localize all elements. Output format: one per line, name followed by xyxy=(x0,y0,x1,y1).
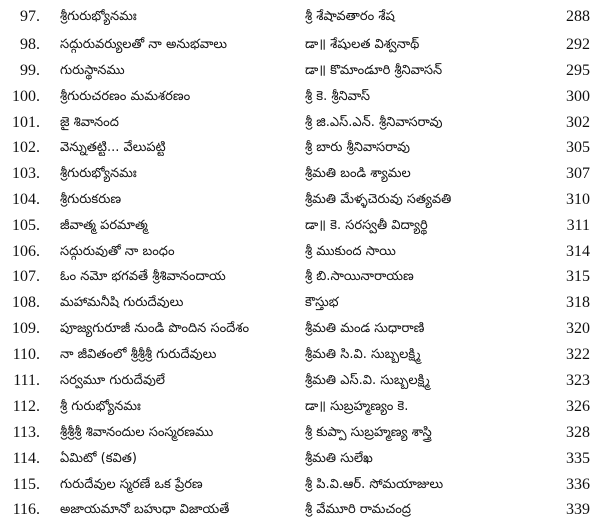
entry-page: 322 xyxy=(566,346,590,363)
entry-author: శ్రీమతి మేళ్ళచెరువు సత్యవతి xyxy=(305,192,452,207)
toc-entry xyxy=(0,135,600,161)
toc-entry xyxy=(0,264,600,290)
entry-author: శ్రీమతి బండి శ్యామల xyxy=(305,166,411,181)
toc-entry xyxy=(0,187,600,213)
entry-page: 328 xyxy=(566,424,590,441)
entry-page: 300 xyxy=(566,88,590,105)
entry-number: 103. xyxy=(12,165,40,182)
entry-title: ఓం నమో భగవతే శ్రీశివానందాయ xyxy=(60,269,226,284)
entry-number: 106. xyxy=(12,243,40,260)
entry-author: శ్రీ కె. శ్రీనివాస్ xyxy=(305,89,370,104)
entry-number: 99. xyxy=(20,62,40,79)
entry-number: 107. xyxy=(12,268,40,285)
entry-title: శ్రీగురుకరుణ xyxy=(60,192,122,207)
entry-author: శ్రీ వేమూరి రామచంద్ర xyxy=(305,502,411,517)
entry-title: గురుస్థానము xyxy=(60,63,125,78)
entry-page: 320 xyxy=(566,320,590,337)
entry-title: శ్రీ గురుభ్యోనమః xyxy=(60,399,141,414)
entry-page: 315 xyxy=(566,268,590,285)
entry-author: శ్రీమతి సి.వి. సుబ్బలక్ష్మి xyxy=(305,347,421,362)
toc-entry xyxy=(0,58,600,84)
toc-entry xyxy=(0,472,600,498)
toc-entry xyxy=(0,161,600,187)
entry-number: 108. xyxy=(12,294,40,311)
entry-title: సద్గురువుతో నా బంధం xyxy=(60,244,175,259)
entry-number: 101. xyxy=(12,114,40,131)
entry-page: 314 xyxy=(566,243,590,260)
entry-title: మహామనీషి గురుదేవులు xyxy=(60,295,184,310)
entry-page: 307 xyxy=(566,165,590,182)
entry-title: సర్వమూ గురుదేవులే xyxy=(60,373,166,388)
entry-author: డా॥ కె. సరస్వతీ విద్యార్థి xyxy=(305,218,428,233)
toc-entry xyxy=(0,239,600,265)
entry-number: 109. xyxy=(12,320,40,337)
entry-page: 302 xyxy=(566,114,590,131)
entry-author: శ్రీ కుప్పా సుబ్రహ్మణ్య శాస్త్రి xyxy=(305,425,432,440)
entry-number: 105. xyxy=(12,217,40,234)
entry-author: డా॥ సుబ్రహ్మణ్యం కె. xyxy=(305,399,409,414)
entry-title: శ్రీగురుచరణం మమశరణం xyxy=(60,89,191,104)
toc-entry xyxy=(0,84,600,110)
entry-author: శ్రీ బి.సాయినారాయణ xyxy=(305,269,414,284)
toc-entry xyxy=(0,4,600,30)
entry-page: 292 xyxy=(566,36,590,53)
entry-author: డా॥ కొమాండూరి శ్రీనివాసన్ xyxy=(305,63,443,78)
entry-number: 98. xyxy=(20,36,40,53)
entry-number: 97. xyxy=(20,8,40,25)
entry-author: శ్రీమతి సులేఖ xyxy=(305,451,373,466)
entry-number: 110. xyxy=(12,346,40,363)
toc-entry xyxy=(0,420,600,446)
entry-author: శ్రీమతి మండ సుధారాణి xyxy=(305,321,425,336)
entry-author: శ్రీమతి ఎస్.వి. సుబ్బలక్ష్మి xyxy=(305,373,430,388)
entry-title: నా జీవితంలో శ్రీశ్రీశ్రీ గురుదేవులు xyxy=(60,347,217,362)
entry-number: 116. xyxy=(12,501,40,518)
entry-page: 336 xyxy=(566,476,590,493)
toc-entry xyxy=(0,290,600,316)
entry-author: శ్రీ ముకుంద సాయి xyxy=(305,244,396,259)
entry-page: 323 xyxy=(566,372,590,389)
entry-title: జై శివానంద xyxy=(60,115,119,130)
entry-author: కౌస్తుభ xyxy=(305,295,339,310)
entry-page: 310 xyxy=(566,191,590,208)
entry-page: 311 xyxy=(566,217,590,234)
entry-author: శ్రీ జి.ఎస్.ఎన్. శ్రీనివాసరావు xyxy=(305,115,443,130)
entry-title: ఏమిటో (కవిత) xyxy=(60,451,137,466)
toc-entry xyxy=(0,110,600,136)
toc-entry xyxy=(0,32,600,58)
entry-number: 114. xyxy=(12,450,40,467)
entry-page: 339 xyxy=(566,501,590,518)
entry-title: జీవాత్మ పరమాత్మ xyxy=(60,218,148,233)
entry-page: 335 xyxy=(566,450,590,467)
toc-entry xyxy=(0,394,600,420)
entry-number: 102. xyxy=(12,139,40,156)
entry-author: శ్రీ శేషావతారం శేష xyxy=(305,9,395,24)
entry-title: గురుదేవుల స్మరణే ఒక ప్రేరణ xyxy=(60,477,203,492)
entry-number: 104. xyxy=(12,191,40,208)
entry-title: సద్గురువర్యులతో నా అనుభవాలు xyxy=(60,37,228,52)
toc-entry xyxy=(0,213,600,239)
entry-number: 112. xyxy=(12,398,40,415)
entry-author: శ్రీ బారు శ్రీనివాసరావు xyxy=(305,140,410,155)
entry-page: 305 xyxy=(566,139,590,156)
toc-entry xyxy=(0,342,600,368)
entry-author: డా॥ శేషులత విశ్వనాథ్ xyxy=(305,37,420,52)
entry-title: వెన్నుతట్టి... వేలుపట్టి xyxy=(60,140,166,155)
toc-entry xyxy=(0,368,600,394)
entry-title: శ్రీగురుభ్యోనమః xyxy=(60,166,137,181)
entry-number: 113. xyxy=(12,424,40,441)
entry-page: 326 xyxy=(566,398,590,415)
entry-title: పూజ్యగురూజీ నుండి పొందిన సందేశం xyxy=(60,321,250,336)
entry-title: అజాయమానో బహుధా విజాయతే xyxy=(60,502,230,517)
entry-number: 115. xyxy=(12,476,40,493)
entry-title: శ్రీగురుభ్యోనమః xyxy=(60,9,137,24)
toc-entry xyxy=(0,497,600,523)
entry-number: 100. xyxy=(12,88,40,105)
entry-page: 288 xyxy=(566,8,590,25)
toc-entry xyxy=(0,446,600,472)
entry-number: 111. xyxy=(13,372,40,389)
entry-page: 295 xyxy=(566,62,590,79)
entry-title: శ్రీశ్రీశ్రీ శివానందుల సంస్మరణము xyxy=(60,425,214,440)
entry-page: 318 xyxy=(566,294,590,311)
entry-author: శ్రీ పి.వి.ఆర్. సోమయాజులు xyxy=(305,477,444,492)
toc-entry xyxy=(0,316,600,342)
